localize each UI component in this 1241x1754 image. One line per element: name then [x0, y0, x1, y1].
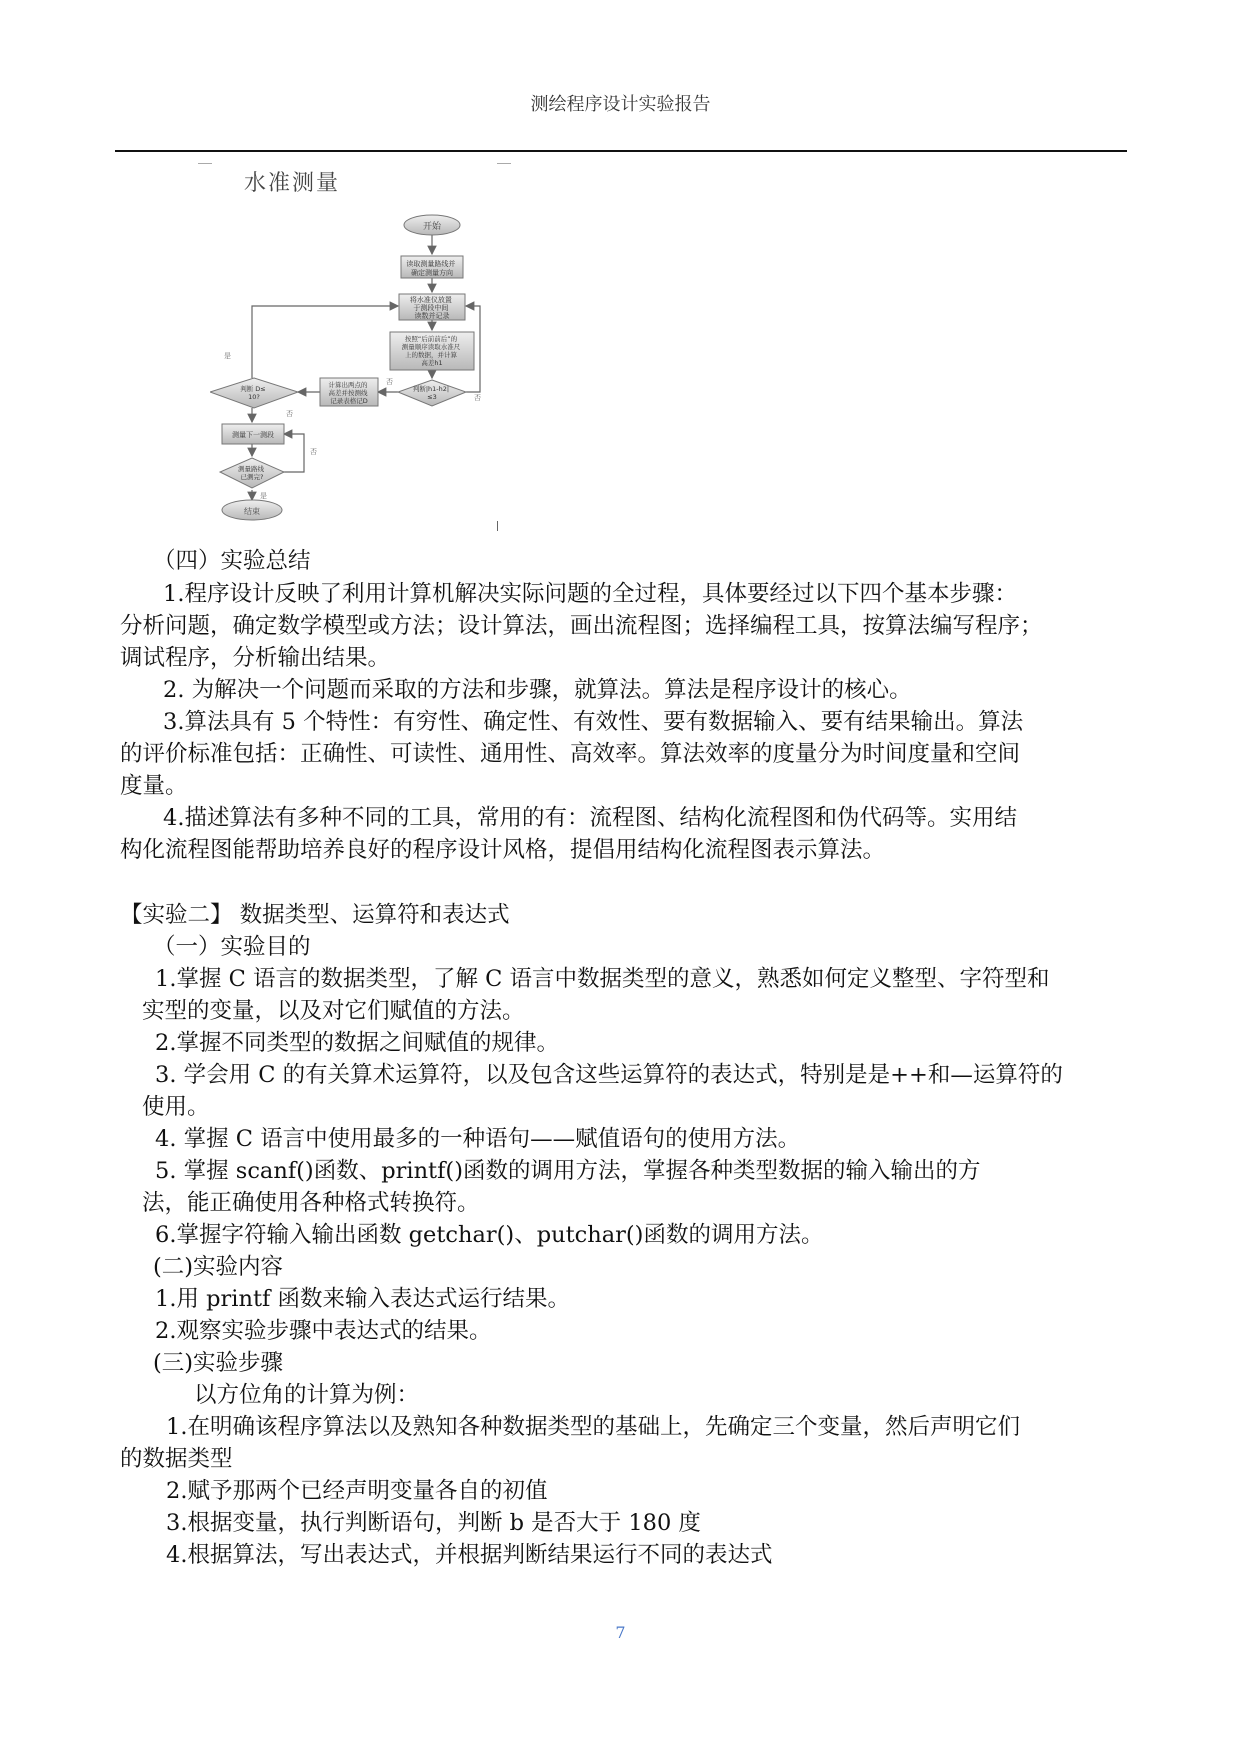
goal-line: 法，能正确使用各种格式转换符。 — [142, 1190, 480, 1216]
flow-label-yes: 是 — [224, 352, 231, 360]
summary-line: 1.程序设计反映了利用计算机解决实际问题的全过程，具体要经过以下四个基本步骤： — [163, 581, 1017, 607]
flow-node-next-label: 测量下一测段 — [232, 431, 274, 439]
flow-node-compute-line: 按照“后前前后”的 — [404, 335, 458, 343]
flow-node-calc-diff-line: 计算出两点的 — [328, 381, 368, 389]
goal-line: 5. 掌握 scanf()函数、printf()函数的调用方法，掌握各种类型数据的输入输出的方 — [155, 1158, 981, 1184]
goal-line: 使用。 — [142, 1094, 210, 1120]
flow-label-no: 否 — [386, 378, 393, 386]
section-heading-goals: （一）实验目的 — [153, 934, 311, 960]
summary-line: 调试程序，分析输出结果。 — [120, 645, 391, 671]
experiment-title: 【实验二】 数据类型、运算符和表达式 — [120, 902, 510, 928]
summary-line: 构化流程图能帮助培养良好的程序设计风格，提倡用结构化流程图表示算法。 — [120, 837, 886, 863]
flow-node-judge-end-line: 已测完? — [240, 473, 264, 481]
section-heading-content: (二)实验内容 — [153, 1254, 284, 1280]
section-heading-steps: (三)实验步骤 — [153, 1350, 284, 1376]
flow-node-judge-d-line: 10? — [248, 393, 260, 401]
page-header: 测绘程序设计实验报告 — [530, 94, 711, 115]
summary-line: 3.算法具有 5 个特性：有穷性、确定性、有效性、要有数据输入、要有结果输出。算法 — [163, 709, 1024, 735]
flowchart — [210, 210, 510, 530]
step-line: 3.根据变量，执行判断语句，判断 b 是否大于 180 度 — [166, 1510, 701, 1536]
svg-text:将水准仪放置 于测段中间 读数并记录 — [410, 295, 454, 320]
page-number: 7 — [615, 1623, 626, 1642]
flow-node-start-label: 开始 — [422, 222, 442, 232]
flow-label-no: 否 — [310, 448, 317, 456]
flow-node-end-label: 结束 — [244, 507, 260, 516]
flow-node-measure-line: 于测段中间 — [413, 304, 449, 312]
summary-line: 4.描述算法有多种不同的工具，常用的有：流程图、结构化流程图和伪代码等。实用结 — [163, 805, 1017, 831]
summary-line: 度量。 — [120, 773, 188, 799]
flow-node-read-line: 读取测量路线并 — [406, 260, 456, 268]
figure-tick-right — [497, 163, 511, 164]
goal-line: 4. 掌握 C 语言中使用最多的一种语句——赋值语句的使用方法。 — [155, 1126, 801, 1152]
goal-line: 1.掌握 C 语言的数据类型，了解 C 语言中数据类型的意义，熟悉如何定义整型、字符型和 — [155, 966, 1050, 992]
section-heading-summary: （四）实验总结 — [153, 548, 311, 574]
svg-text:计算出两点的 高差并按测线 记录表格记D — [328, 380, 369, 405]
flow-node-calc-diff-line: 记录表格记D — [330, 397, 368, 405]
summary-line: 2. 为解决一个问题而采取的方法和步骤，就算法。算法是程序设计的核心。 — [163, 677, 912, 703]
flow-node-compute-line: 高差h1 — [421, 359, 443, 367]
figure-title: 水准测量 — [244, 171, 341, 196]
goal-line: 实型的变量，以及对它们赋值的方法。 — [142, 998, 525, 1024]
flow-label-yes: 是 — [260, 492, 267, 500]
header-rule — [115, 150, 1127, 152]
flow-node-judge-h-line: ≤3 — [427, 393, 437, 401]
figure-tick-left — [198, 163, 212, 164]
flow-label-no: 否 — [474, 394, 481, 402]
flow-node-compute-line: 上的数据，并计算 — [404, 351, 457, 359]
svg-text:测量路线 已测完? — [238, 464, 266, 481]
steps-intro: 以方位角的计算为例： — [194, 1382, 420, 1408]
goal-line: 6.掌握字符输入输出函数 getchar()、putchar()函数的调用方法。 — [155, 1222, 824, 1248]
content-line: 1.用 printf 函数来输入表达式运行结果。 — [155, 1286, 570, 1312]
figure-marker — [497, 521, 498, 531]
content-line: 2.观察实验步骤中表达式的结果。 — [155, 1318, 492, 1344]
summary-line: 分析问题，确定数学模型或方法；设计算法，画出流程图；选择编程工具，按算法编写程序； — [120, 613, 1043, 639]
goal-line: 2.掌握不同类型的数据之间赋值的规律。 — [155, 1030, 559, 1056]
flow-node-compute-line: 测量顺序读取水准尺 — [401, 343, 461, 351]
summary-line: 的评价标准包括：正确性、可读性、通用性、高效率。算法效率的度量分为时间度量和空间 — [120, 741, 1021, 767]
flow-node-measure-line: 将水准仪放置 — [409, 296, 452, 304]
step-line: 的数据类型 — [120, 1446, 233, 1472]
flow-node-judge-h-line: 判断|h1-h2| — [412, 385, 450, 393]
flow-node-read-line: 确定测量方向 — [411, 269, 453, 277]
flow-node-calc-diff-line: 高差并按测线 — [328, 389, 368, 397]
step-line: 4.根据算法，写出表达式，并根据判断结果运行不同的表达式 — [166, 1542, 773, 1568]
step-line: 1.在明确该程序算法以及熟知各种数据类型的基础上，先确定三个变量，然后声明它们 — [166, 1414, 1020, 1440]
flow-node-judge-end-line: 测量路线 — [237, 465, 264, 473]
flow-node-measure-line: 读数并记录 — [414, 312, 450, 320]
flow-label-no: 否 — [286, 410, 293, 418]
flow-node-judge-d-line: 判断 D≤ — [240, 385, 266, 393]
step-line: 2.赋予那两个已经声明变量各自的初值 — [166, 1478, 548, 1504]
goal-line: 3. 学会用 C 的有关算术运算符，以及包含这些运算符的表达式，特别是是++和—运算符的 — [155, 1062, 1063, 1088]
